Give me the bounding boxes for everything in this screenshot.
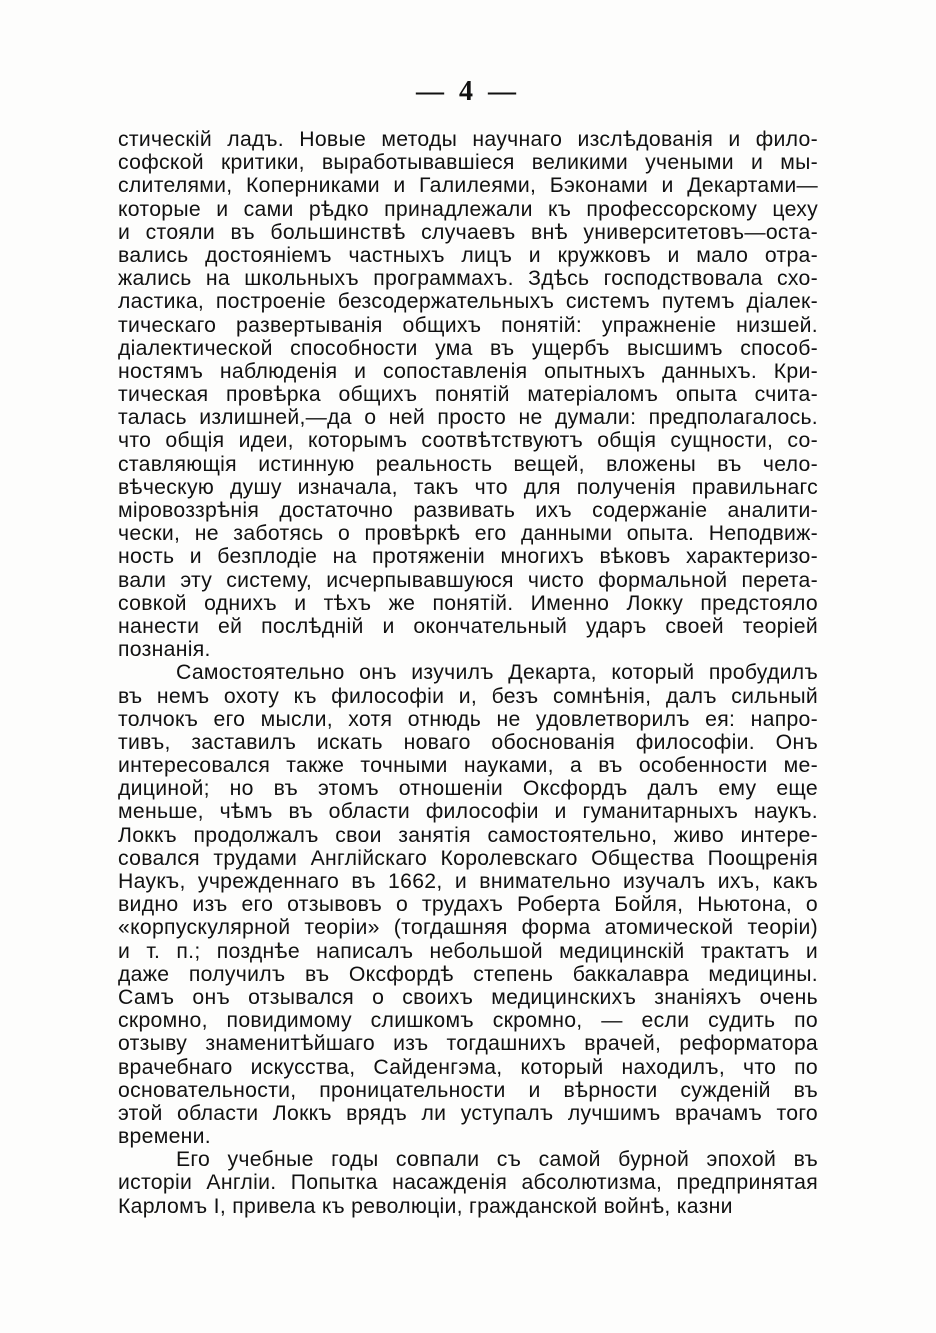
text-line: меньше, чѣмъ въ области философіи и гуманитарныхъ наукъ.	[118, 800, 818, 824]
text-line: познанія.	[118, 638, 211, 662]
text-line: Локкъ продолжалъ свои занятія самостоятельно, живо интере-	[118, 823, 818, 847]
text-line: вѣческую душу изначала, такъ что для полученія правильнагс	[118, 475, 818, 499]
text-line: Карломъ I, привела къ революціи, гражданской войнѣ, казни	[118, 1194, 733, 1218]
text-line: Его учебные годы совпали съ самой бурной эпохой въ	[176, 1148, 818, 1172]
text-line: ластика, построеніе безсодержательныхъ системъ путемъ діалек-	[118, 290, 818, 314]
text-line: скромно, повидимому слишкомъ скромно, — если судить по	[118, 1009, 818, 1033]
text-line: совкой однихъ и тѣхъ же понятій. Именно Локку предстояло	[118, 591, 818, 615]
body-text	[118, 128, 818, 1218]
text-line: діалектической способности ума въ ущербъ высшимъ способ-	[118, 336, 818, 360]
text-line: врачебнаго искусства, Сайденгэма, который находилъ, что по	[118, 1055, 818, 1079]
text-line: видно изъ его отзывовъ о трудахъ Роберта Бойля, Ньютона, о	[118, 893, 818, 917]
text-line: слителями, Коперниками и Галилеями, Бэконами и Декартами—	[118, 174, 818, 198]
text-line: ность и безплодіе на протяженіи многихъ вѣковъ характеризо-	[118, 545, 818, 569]
text-line: вались достояніемъ частныхъ лицъ и кружковъ и мало отра-	[118, 243, 818, 267]
paragraph	[118, 1148, 818, 1218]
paragraph	[118, 661, 818, 1148]
paragraph	[118, 128, 818, 661]
text-line: Наукъ, учрежденнаго въ 1662, и внимательно изучалъ ихъ, какъ	[118, 870, 818, 893]
text-line: стическій ладъ. Новые методы научнаго изслѣдованія и фило-	[118, 128, 818, 151]
text-line: времени.	[118, 1125, 211, 1149]
text-line: даже получилъ въ Оксфордѣ степень баккалавра медицины.	[118, 962, 818, 986]
text-line: софской критики, выработывавшіеся великими учеными и мы-	[118, 151, 818, 175]
text-line: талась излишней,—да о ней просто не думали: предполагалось.	[118, 406, 818, 430]
text-line: Самостоятельно онъ изучилъ Декарта, который пробудилъ	[176, 661, 818, 685]
text-line: въ немъ охоту къ философіи и, безъ сомнѣнія, далъ сильный	[118, 684, 818, 708]
text-line: ностямъ наблюденія и сопоставленія опытныхъ данныхъ. Кри-	[118, 359, 818, 383]
text-line: этой области Локкъ врядъ ли уступалъ лучшимъ врачамъ того	[118, 1101, 818, 1125]
text-line: основательности, проницательности и вѣрности сужденій въ	[118, 1078, 818, 1102]
text-line: чески, не заботясь о провѣркѣ его данными опыта. Неподвиж-	[118, 522, 818, 546]
text-line: нанести ей послѣдній и окончательный ударъ своей теоріей	[118, 614, 818, 638]
text-line: совался трудами Англійскаго Королевскаго Общества Поощренія	[118, 846, 818, 870]
text-line: исторіи Англіи. Попытка насажденія абсолютизма, предпринятая	[118, 1171, 818, 1195]
text-line: отзыву знаменитѣйшаго изъ тогдашнихъ врачей, реформатора	[118, 1032, 818, 1056]
text-line: тивъ, заставилъ искать новаго обоснованія философіи. Онъ	[118, 730, 818, 754]
text-line: интересовался также точными науками, а въ особенности ме-	[118, 754, 818, 778]
text-line: тическаго развертыванія общихъ понятій: упражненіе низшей.	[118, 313, 818, 337]
text-line: и стояли въ большинствѣ случаевъ внѣ университетовъ—оста-	[118, 220, 818, 244]
text-line: которые и сами рѣдко принадлежали къ профессорскому цеху	[118, 197, 818, 221]
text-line: толчокъ его мысли, хотя отнюдь не удовлетворилъ ея: напро-	[118, 707, 818, 731]
text-line: что общія идеи, которымъ соотвѣтствуютъ общія сущности, со-	[118, 429, 818, 453]
text-line: міровоззрѣнія достаточно развивать ихъ содержаніе аналити-	[118, 499, 818, 522]
text-line: ставляющія истинную реальность вещей, вложены въ чело-	[118, 452, 818, 476]
text-line: дициной; но въ этомъ отношеніи Оксфордъ далъ ему еще	[118, 777, 818, 801]
text-line: тическая провѣрка общихъ понятій матеріаломъ опыта счита-	[118, 383, 818, 407]
text-line: жались на школьныхъ программахъ. Здѣсь господствовала схо-	[118, 267, 818, 291]
page-number: — 4 —	[416, 76, 520, 107]
text-line: вали эту систему, исчерпывавшуюся чисто формальной перета-	[118, 568, 818, 592]
text-line: Самъ онъ отзывался о своихъ медицинскихъ знаніяхъ очень	[118, 985, 818, 1009]
text-line: и т. п.; позднѣе написалъ небольшой медицинскій трактатъ и	[118, 939, 818, 963]
text-line: «корпускулярной теоріи» (тогдашняя форма атомической теоріи)	[118, 916, 818, 940]
